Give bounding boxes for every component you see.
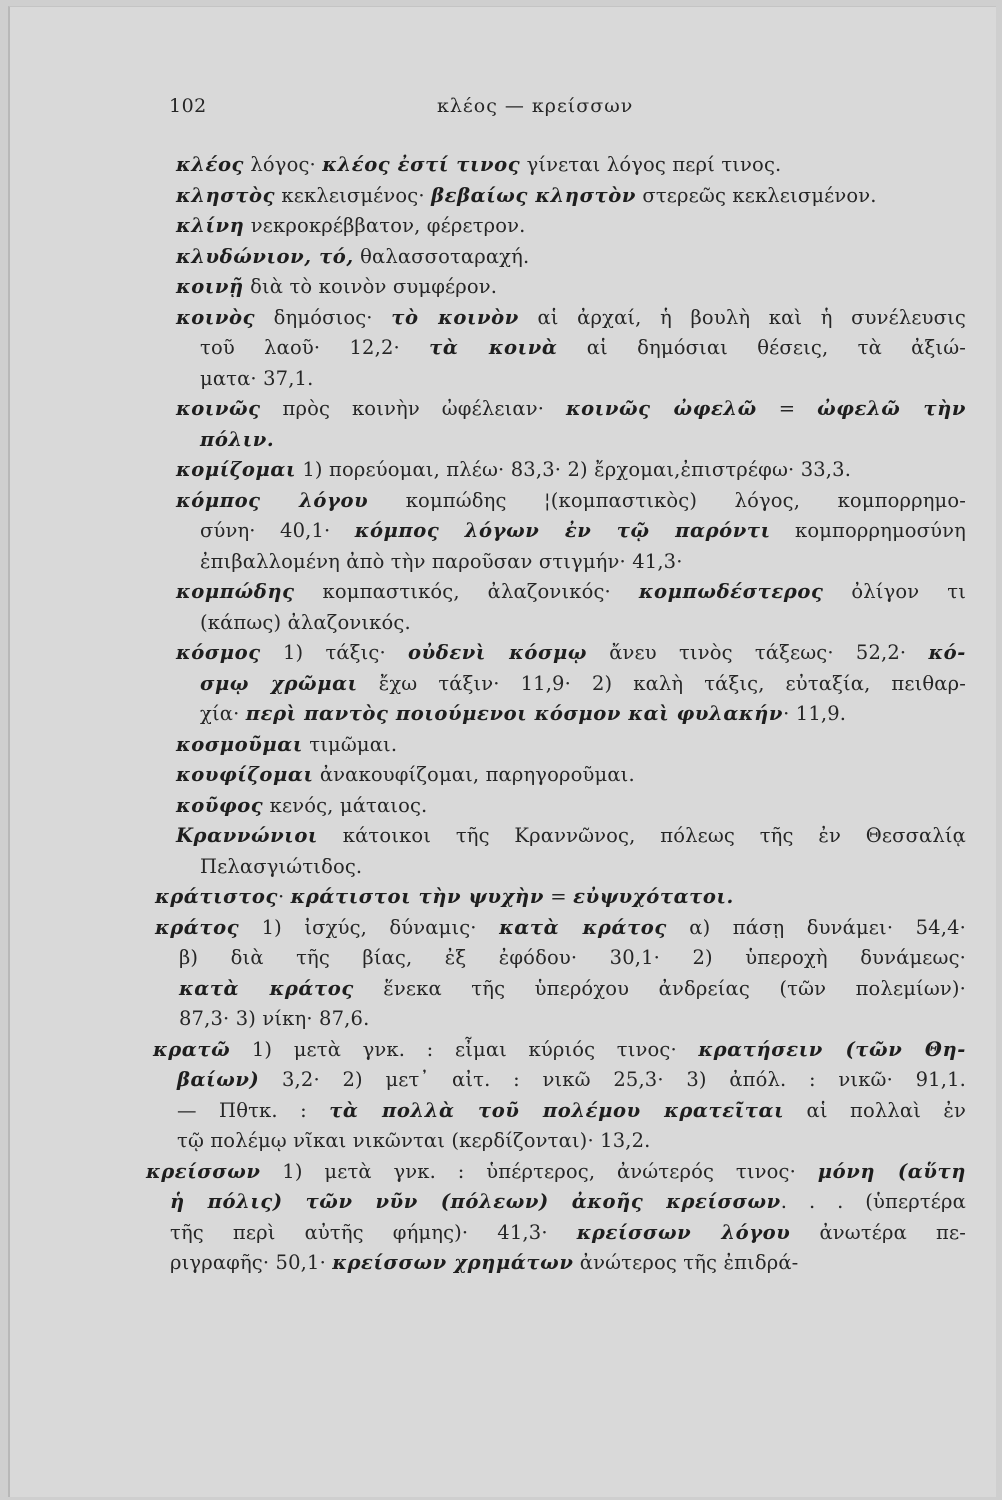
definition-text: νεκροκρέββατον, φέρετρον. (244, 214, 526, 237)
entry-continuation-line (176, 333, 966, 364)
bold-phrase: περὶ παντὸς ποιούμενοι κόσμον καὶ φυλακήν (245, 702, 784, 725)
entry-continuation-line (155, 974, 966, 1005)
bold-phrase: εὐψυχότατοι. (573, 885, 734, 908)
definition-text: ἐπιβαλλομένη ἀπὸ τὴν παροῦσαν στιγμήν· 41,3· (200, 549, 683, 573)
dictionary-entry (176, 760, 966, 791)
entry-continuation-line (176, 608, 966, 639)
entry-first-line (176, 242, 966, 273)
entry-first-line (176, 272, 966, 303)
definition-text: κενός, μάταιος. (263, 793, 428, 817)
bold-phrase: κλέος ἐστί τινος (322, 153, 521, 176)
entry-continuation-line (153, 1126, 966, 1157)
bold-phrase: τὸ κοινὸν (391, 305, 519, 329)
dictionary-entry (176, 577, 966, 638)
bold-phrase: κόμπος λόγων ἐν τῷ παρόντι (354, 519, 771, 542)
bold-phrase: βαίων) (177, 1068, 260, 1091)
entry-continuation-line (153, 1096, 966, 1127)
definition-text: κομπορρημοσύνη (770, 519, 966, 542)
entry-first-line (176, 181, 966, 212)
definition-text: κεκλεισμένος· (275, 183, 432, 207)
entry-first-line (155, 913, 966, 944)
dictionary-entry (176, 394, 966, 455)
page-number: 102 (169, 95, 207, 117)
definition-text: ἀνώτερος τῆς ἐπιδρά- (573, 1251, 799, 1274)
definition-text: 1) μετὰ γνκ. : ὑπέρτερος, ἀνώτερός τινος· (260, 1159, 818, 1183)
definition-text: θαλασσοταραχή. (353, 244, 530, 268)
dictionary-entries (10, 150, 996, 1279)
headword: κόμπος λόγου (176, 488, 369, 512)
bold-phrase: κρατήσειν (τῶν Θη- (698, 1037, 966, 1061)
entry-continuation-line (146, 1248, 966, 1279)
dictionary-entry (176, 638, 966, 730)
definition-text: ἔχω τάξιν· 11,9· 2) καλὴ τάξις, εὐταξία, πειθαρ- (357, 671, 966, 695)
definition-text: ἕνεκα τῆς ὑπερόχου ἀνδρείας (τῶν πολεμίων)· (353, 976, 966, 1000)
entry-first-line (176, 394, 966, 425)
dictionary-entry (176, 181, 966, 212)
definition-text: ὀλίγον τι (823, 580, 966, 603)
definition-text: . . . (ὑπερτέρα (780, 1190, 966, 1213)
dictionary-entry (176, 791, 966, 822)
bold-phrase: βεβαίως κληστὸν (431, 183, 637, 207)
headword: κλυδώνιον, τό, (176, 244, 354, 268)
bold-phrase: ὠφελῶ τὴν (817, 397, 966, 420)
definition-text: κομπαστικός, ἀλαζονικός· (294, 580, 639, 603)
bold-phrase: τὰ πολλὰ τοῦ πολέμου κρατεῖται (329, 1098, 785, 1122)
bold-phrase: κομπωδέστερος (638, 580, 824, 603)
dictionary-entry (155, 913, 966, 1035)
definition-text: · (277, 885, 291, 908)
headword: κομίζομαι (176, 458, 297, 481)
entry-continuation-line (176, 669, 966, 700)
entry-first-line (176, 791, 966, 822)
definition-text: 1) ἰσχύς, δύναμις· (239, 915, 500, 939)
definition-text: τιμῶμαι. (302, 732, 398, 756)
running-head: κλέος — κρείσσων (437, 95, 634, 117)
definition-text: διὰ τὸ κοινὸν συμφέρον. (243, 275, 498, 298)
bold-phrase: κρείσσων λόγου (576, 1220, 791, 1244)
bold-phrase: κράτιστοι τὴν ψυχὴν (290, 885, 544, 908)
entry-first-line (176, 821, 966, 852)
headword: κοινὸς (176, 305, 256, 329)
definition-text: αἱ δημόσιαι θέσεις, τὰ ἀξιώ- (557, 336, 966, 359)
dictionary-entry (176, 486, 966, 578)
definition-text: Πελασγιώτιδος. (200, 854, 363, 878)
book-page (8, 6, 996, 1497)
headword: κλέος (176, 153, 245, 176)
entry-first-line (176, 577, 966, 608)
headword: κρατῶ (153, 1037, 231, 1061)
definition-text: δημόσιος· (255, 305, 392, 329)
bold-phrase: κό- (928, 641, 966, 664)
entry-continuation-line (176, 547, 966, 578)
headword: κοῦφος (176, 793, 264, 817)
dictionary-entry (176, 150, 966, 181)
dictionary-entry (146, 1157, 966, 1279)
bold-phrase: οὐδενὶ κόσμῳ (408, 641, 588, 664)
entry-continuation-line (176, 425, 966, 456)
entry-continuation-line (176, 516, 966, 547)
definition-text: αἱ πολλαὶ ἐν (784, 1098, 966, 1122)
entry-first-line (176, 303, 966, 334)
definition-text: 87,3· 3) νίκη· 87,6. (179, 1007, 370, 1030)
dictionary-entry (155, 882, 966, 913)
definition-text: τῷ πολέμῳ νῖκαι νικῶνται (κερδίζονται)· 13,2. (177, 1129, 651, 1152)
definition-text: 1) πορεύομαι, πλέω· 83,3· 2) ἔρχομαι,ἐπιστρέφω· 33,3. (296, 458, 852, 481)
entry-continuation-line (155, 943, 966, 974)
headword: κράτιστος (155, 885, 278, 908)
definition-text: 3,2· 2) μετ᾽ αἰτ. : νικῶ 25,3· 3) ἀπόλ. : νικῶ· 91,1. (259, 1068, 966, 1091)
definition-text: σύνη· 40,1· (200, 519, 355, 542)
bold-phrase: κατὰ κράτος (499, 915, 667, 939)
definition-text: 1) τάξις· (260, 641, 408, 664)
entry-first-line (176, 486, 966, 517)
definition-text: γίνεται λόγος περί τινος. (520, 153, 782, 176)
entry-first-line (176, 211, 966, 242)
definition-text: · 11,9. (783, 702, 847, 725)
bold-phrase: τὰ κοινὰ (429, 336, 558, 359)
headword: Κραννώνιοι (176, 824, 318, 847)
headword: κομπώδης (176, 580, 295, 603)
bold-phrase: πόλιν. (200, 427, 275, 451)
definition-text: χία· (200, 702, 246, 725)
definition-text: τῆς περὶ αὐτῆς φήμης)· 41,3· (170, 1220, 577, 1244)
bold-phrase: κοινῶς ὠφελῶ (565, 397, 757, 420)
bold-phrase: σμῳ χρῶμαι (200, 671, 358, 695)
entry-continuation-line (146, 1218, 966, 1249)
dictionary-entry (176, 211, 966, 242)
entry-first-line (155, 882, 966, 913)
dictionary-entry (176, 821, 966, 882)
definition-text: α) πάσῃ δυνάμει· 54,4· (666, 915, 966, 939)
dictionary-entry (176, 303, 966, 395)
entry-continuation-line (176, 852, 966, 883)
dictionary-entry (176, 455, 966, 486)
entry-continuation-line (176, 364, 966, 395)
definition-text: στερεῶς κεκλεισμένον. (636, 183, 877, 207)
definition-text: κομπώδης ¦(κομπαστικὸς) λόγος, κομπορρημο- (368, 488, 966, 512)
headword: κοινῇ (176, 275, 244, 298)
page-header (165, 95, 965, 127)
definition-text: β) διὰ τῆς βίας, ἐξ ἐφόδου· 30,1· 2) ὑπεροχὴ δυνάμεως· (179, 946, 966, 969)
definition-text: ματα· 37,1. (200, 366, 314, 390)
definition-text: ἀνωτέρα πε- (790, 1220, 966, 1244)
headword: κράτος (155, 915, 240, 939)
definition-text: αἱ ἀρχαί, ἡ βουλὴ καὶ ἡ συνέλευσις (518, 305, 966, 329)
dictionary-entry (176, 730, 966, 761)
entry-first-line (146, 1157, 966, 1188)
headword: κρείσσων (146, 1159, 261, 1183)
definition-text: πρὸς κοινὴν ὠφέλειαν· (260, 397, 566, 420)
definition-text: ἀνακουφίζομαι, παρηγοροῦμαι. (313, 763, 635, 786)
definition-text: ἄνευ τινὸς τάξεως· 52,2· (587, 641, 929, 664)
definition-text: 1) μετὰ γνκ. : εἶμαι κύριός τινος· (230, 1037, 699, 1061)
entry-continuation-line (176, 699, 966, 730)
bold-phrase: κρείσσων χρημάτων (332, 1251, 574, 1274)
entry-first-line (176, 760, 966, 791)
entry-first-line (176, 455, 966, 486)
entry-continuation-line (155, 1004, 966, 1035)
definition-text: λόγος· (244, 153, 323, 176)
entry-continuation-line (146, 1187, 966, 1218)
bold-phrase: κατὰ κράτος (179, 976, 354, 1000)
headword: κληστὸς (176, 183, 276, 207)
headword: κουφίζομαι (176, 763, 314, 786)
dictionary-entry (176, 272, 966, 303)
headword: κόσμος (176, 641, 261, 664)
entry-first-line (153, 1035, 966, 1066)
headword: κοσμοῦμαι (176, 732, 303, 756)
headword: κοινῶς (176, 397, 261, 420)
headword: κλίνη (176, 214, 245, 237)
definition-text: ριγραφῆς· 50,1· (170, 1251, 333, 1274)
dictionary-entry (153, 1035, 966, 1157)
dictionary-entry (176, 242, 966, 273)
definition-text: (κάπως) ἀλαζονικός. (200, 610, 411, 634)
definition-text: τοῦ λαοῦ· 12,2· (200, 336, 430, 359)
definition-text: — Πθτκ. : (177, 1098, 330, 1122)
bold-phrase: ἡ πόλις) τῶν νῦν (πόλεων) ἀκοῆς κρείσσων (170, 1190, 781, 1213)
entry-first-line (176, 730, 966, 761)
entry-first-line (176, 638, 966, 669)
definition-text: κάτοικοι τῆς Κραννῶνος, πόλεως τῆς ἐν Θεσσαλίᾳ (317, 824, 966, 847)
entry-first-line (176, 150, 966, 181)
definition-text: = (543, 885, 574, 908)
entry-continuation-line (153, 1065, 966, 1096)
bold-phrase: μόνη (αὕτη (817, 1159, 966, 1183)
definition-text: = (756, 397, 818, 420)
